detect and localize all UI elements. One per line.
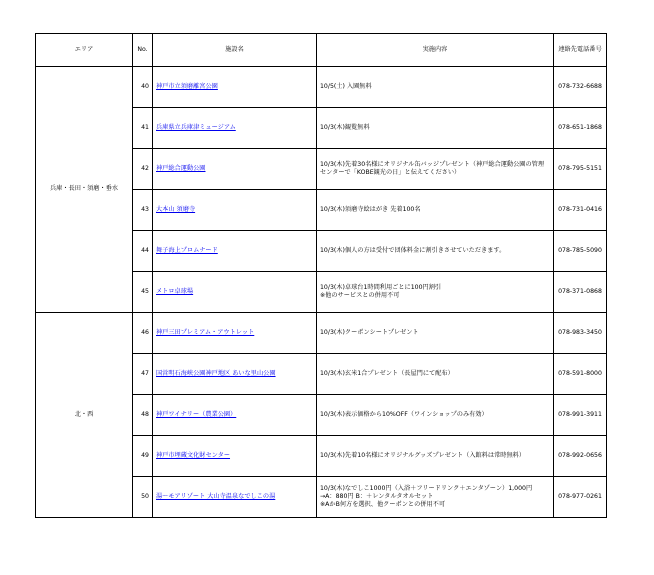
content-cell: 10/3(木)卓球台1時間利用ごとに100円割引 ※他のサービスとの併用不可 bbox=[317, 272, 554, 313]
table-row bbox=[36, 67, 607, 108]
row-number: 42 bbox=[133, 149, 153, 190]
facility-link[interactable]: 神戸総合運動公園 bbox=[156, 164, 206, 172]
phone-cell: 078-371-0868 bbox=[554, 272, 607, 313]
content-cell: 10/5(土) 入園無料 bbox=[317, 67, 554, 108]
content-cell: 10/3(木)須磨寺絵はがき 先着100名 bbox=[317, 190, 554, 231]
header-facility: 施設名 bbox=[153, 34, 317, 67]
facility-name-cell bbox=[153, 477, 317, 518]
row-number: 50 bbox=[133, 477, 153, 518]
facility-link[interactable]: 神戸市立須磨離宮公園 bbox=[156, 82, 218, 90]
phone-cell: 078-591-8000 bbox=[554, 354, 607, 395]
row-number: 40 bbox=[133, 67, 153, 108]
row-number: 45 bbox=[133, 272, 153, 313]
row-number: 43 bbox=[133, 190, 153, 231]
phone-cell: 078-991-3911 bbox=[554, 395, 607, 436]
facility-name-cell bbox=[153, 354, 317, 395]
phone-cell: 078-992-0656 bbox=[554, 436, 607, 477]
row-number: 48 bbox=[133, 395, 153, 436]
phone-cell: 078-732-6688 bbox=[554, 67, 607, 108]
facility-link[interactable]: メトロ卓球場 bbox=[156, 287, 194, 295]
content-cell: 10/3(木)なでしこ1000円（入浴＋フリードリンク＋エンタゾーン）1,000円 →A：880円 B：＋レンタルタオルセット ※AかB何方を選択、他クーポンとの併用不可 bbox=[317, 477, 554, 518]
content-cell: 10/3(木)個人の方は受付で団体料金に割引きさせていただきます。 bbox=[317, 231, 554, 272]
content-cell: 10/3(木)表示価格から10%OFF（ワインショップのみ有効） bbox=[317, 395, 554, 436]
table-row bbox=[36, 313, 607, 354]
content-cell: 10/3(木)観覧無料 bbox=[317, 108, 554, 149]
phone-cell: 078-977-0261 bbox=[554, 477, 607, 518]
content-cell: 10/3(木)クーポンシートプレゼント bbox=[317, 313, 554, 354]
header-no: No. bbox=[133, 34, 153, 67]
content-cell: 10/3(木)玄米1合プレゼント（長屋門にて配布） bbox=[317, 354, 554, 395]
facility-link[interactable]: 神戸三田プレミアム・アウトレット bbox=[156, 328, 255, 336]
row-number: 49 bbox=[133, 436, 153, 477]
phone-cell: 078-651-1868 bbox=[554, 108, 607, 149]
header-phone: 連絡先電話番号 bbox=[554, 34, 607, 67]
facility-name-cell bbox=[153, 67, 317, 108]
header-area: エリア bbox=[36, 34, 133, 67]
phone-cell: 078-795-5151 bbox=[554, 149, 607, 190]
phone-cell: 078-785-5090 bbox=[554, 231, 607, 272]
table-body bbox=[36, 67, 607, 518]
header-content: 実施内容 bbox=[317, 34, 554, 67]
facility-link[interactable]: 大本山 須磨寺 bbox=[156, 205, 196, 213]
facility-link[interactable]: 湯～モアリゾート 大山寺温泉なでしこの湯 bbox=[156, 492, 276, 500]
facility-name-cell bbox=[153, 108, 317, 149]
header-row bbox=[36, 34, 607, 67]
phone-cell: 078-731-0416 bbox=[554, 190, 607, 231]
phone-cell: 078-983-3450 bbox=[554, 313, 607, 354]
facility-link[interactable]: 神戸ワイナリー（農業公園） bbox=[156, 410, 237, 418]
table-header bbox=[36, 34, 607, 67]
row-number: 41 bbox=[133, 108, 153, 149]
facility-name-cell bbox=[153, 231, 317, 272]
facility-name-cell bbox=[153, 395, 317, 436]
facility-link[interactable]: 舞子海上プロムナード bbox=[156, 246, 218, 254]
content-cell: 10/3(木)先着10名様にオリジナルグッズプレゼント（入館料は常時無料） bbox=[317, 436, 554, 477]
facility-name-cell bbox=[153, 436, 317, 477]
facility-name-cell bbox=[153, 272, 317, 313]
facility-name-cell bbox=[153, 149, 317, 190]
area-cell: 北・西 bbox=[36, 313, 133, 518]
facility-link[interactable]: 国営明石海峡公園神戸地区 あいな里山公園 bbox=[156, 369, 276, 377]
facility-table bbox=[35, 33, 607, 518]
facility-name-cell bbox=[153, 190, 317, 231]
row-number: 44 bbox=[133, 231, 153, 272]
row-number: 46 bbox=[133, 313, 153, 354]
facility-link[interactable]: 兵庫県立兵庫津ミュージアム bbox=[156, 123, 236, 131]
facility-link[interactable]: 神戸市埋蔵文化財センター bbox=[156, 451, 231, 459]
row-number: 47 bbox=[133, 354, 153, 395]
content-cell: 10/3(木)先着30名様にオリジナル缶バッジプレゼント（神戸総合運動公園の管理センターで「KOBE観光の日」と伝えてください） bbox=[317, 149, 554, 190]
facility-name-cell bbox=[153, 313, 317, 354]
area-cell: 兵庫・長田・須磨・垂水 bbox=[36, 67, 133, 313]
